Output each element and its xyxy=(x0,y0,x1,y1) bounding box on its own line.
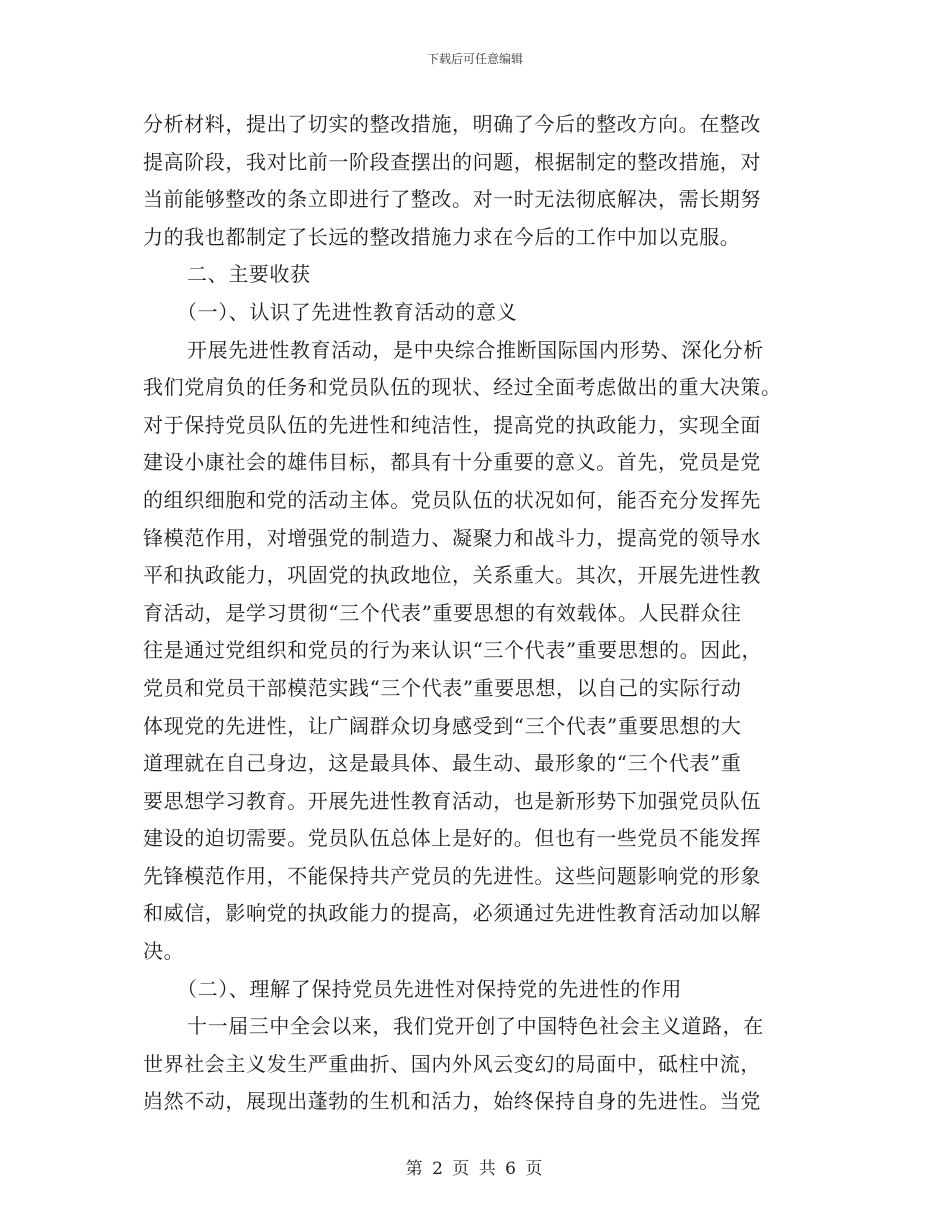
text-line: 岿然不动，展现出蓬勃的生机和活力，始终保持自身的先进性。当党 xyxy=(143,1089,761,1114)
page-footer: 第 2 页 共 6 页 xyxy=(405,1159,545,1179)
text-line: 道理就在自己身边，这是最具体、最生动、最形象的“三个代表”重 xyxy=(143,751,742,776)
text-line: 党员和党员干部模范实践“三个代表”重要思想，以自己的实际行动 xyxy=(143,675,742,700)
text-line: 决。 xyxy=(143,939,185,964)
document-body xyxy=(143,106,803,1121)
text-line: 开展先进性教育活动，是中央综合推断国际国内形势、深化分析 xyxy=(187,337,764,362)
text-line: （二）、理解了保持党员先进性对保持党的先进性的作用 xyxy=(177,976,682,1001)
text-line: 对于保持党员队伍的先进性和纯洁性，提高党的执政能力，实现全面 xyxy=(143,412,761,437)
text-line: 分析材料，提出了切实的整改措施，明确了今后的整改方向。在整改 xyxy=(143,112,761,136)
text-line: 世界社会主义发生严重曲折、国内外风云变幻的局面中，砥柱中流， xyxy=(143,1051,761,1076)
text-line: 体现党的先进性，让广阔群众切身感受到“三个代表”重要思想的大 xyxy=(143,713,742,738)
text-line: 要思想学习教育。开展先进性教育活动，也是新形势下加强党员队伍 xyxy=(143,788,761,813)
text-line: 建设小康社会的雄伟目标，都具有十分重要的意义。首先，党员是党 xyxy=(143,450,761,475)
text-line: 往是通过党组织和党员的行为来认识“三个代表”重要思想的。因此， xyxy=(143,638,763,663)
text-line: 先锋模范作用，不能保持共产党员的先进性。这些问题影响党的形象 xyxy=(143,863,761,888)
text-line: 建设的迫切需要。党员队伍总体上是好的。但也有一些党员不能发挥 xyxy=(143,826,761,851)
text-line: 的组织细胞和党的活动主体。党员队伍的状况如何，能否充分发挥先 xyxy=(143,487,761,512)
text-line: 平和执政能力，巩固党的执政地位，关系重大。其次，开展先进性教 xyxy=(143,563,761,588)
text-line: 锋模范作用，对增强党的制造力、凝聚力和战斗力，提高党的领导水 xyxy=(143,525,761,550)
text-line: 提高阶段，我对比前一阶段查摆出的问题，根据制定的整改措施，对 xyxy=(143,149,761,174)
text-line: （一）、认识了先进性教育活动的意义 xyxy=(177,299,518,324)
text-line: 育活动，是学习贯彻“三个代表”重要思想的有效载体。人民群众往 xyxy=(143,600,742,625)
text-line: 我们党肩负的任务和党员队伍的现状、经过全面考虑做出的重大决策。 xyxy=(143,375,782,400)
page-header: 下载后可任意编辑 xyxy=(426,52,523,66)
text-line: 当前能够整改的条立即进行了整改。对一时无法彻底解决，需长期努 xyxy=(143,187,761,212)
text-line: 力的我也都制定了长远的整改措施力求在今后的工作中加以克服。 xyxy=(143,224,741,249)
text-line: 和威信，影响党的执政能力的提高，必须通过先进性教育活动加以解 xyxy=(143,901,761,926)
text-line: 十一届三中全会以来，我们党开创了中国特色社会主义道路，在 xyxy=(187,1014,764,1039)
text-line: 二、主要收获 xyxy=(187,262,311,287)
